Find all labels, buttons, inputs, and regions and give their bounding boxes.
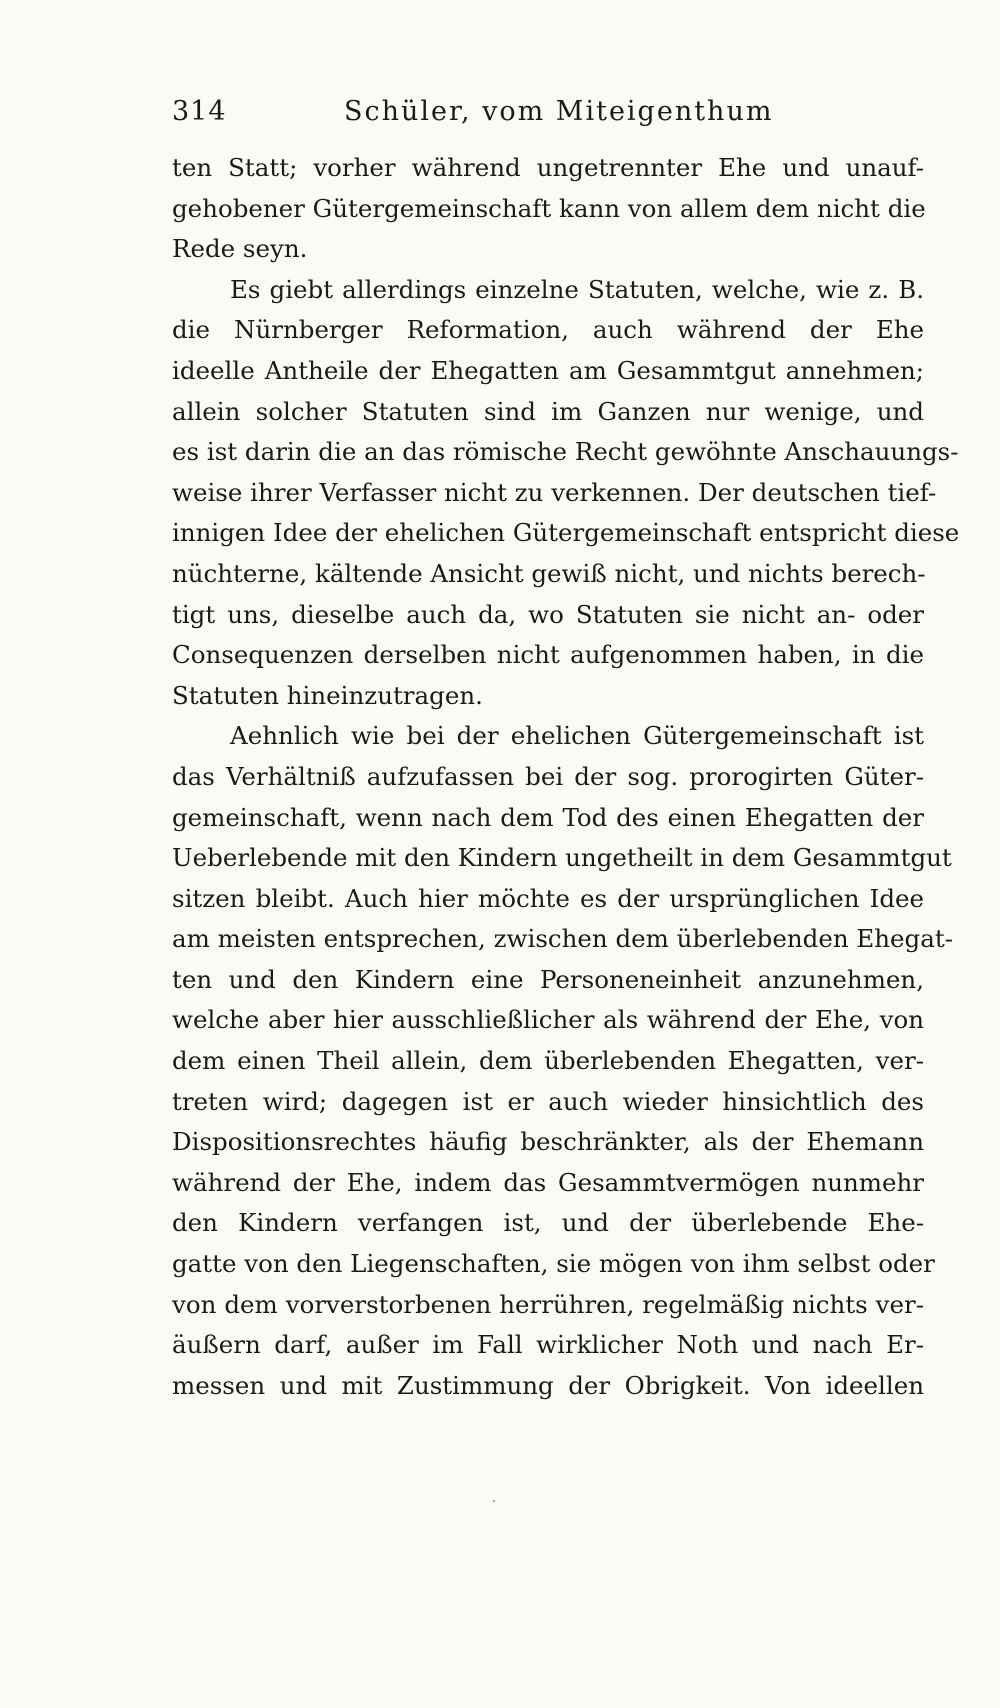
body-text bbox=[172, 148, 960, 1406]
text-line: am meisten entsprechen, zwischen dem überlebenden Ehegat- bbox=[172, 924, 953, 954]
text-line: sitzen bleibt. Auch hier möchte es der ursprünglichen Idee bbox=[172, 883, 924, 913]
text-line: Ueberlebende mit den Kindern ungetheilt in dem Gesammtgut bbox=[172, 843, 952, 873]
text-line: weise ihrer Verfasser nicht zu verkennen. Der deutschen tief- bbox=[172, 477, 937, 507]
text-line: es ist darin die an das römische Recht gewöhnte Anschauungs- bbox=[172, 437, 959, 467]
text-line: Statuten hineinzutragen. bbox=[172, 680, 483, 710]
text-line: Dispositionsrechtes häufig beschränkter, als der Ehemann bbox=[172, 1127, 924, 1157]
text-line: Aehnlich wie bei der ehelichen Gütergemeinschaft ist bbox=[230, 721, 924, 751]
text-line: ten und den Kindern eine Personeneinheit anzunehmen, bbox=[172, 964, 924, 994]
text-line: innigen Idee der ehelichen Gütergemeinschaft entspricht diese bbox=[172, 518, 960, 548]
text-line: treten wird; dagegen ist er auch wieder hinsichtlich des bbox=[172, 1086, 924, 1116]
text-line: während der Ehe, indem das Gesammtvermögen nunmehr bbox=[172, 1167, 924, 1197]
paragraph-1 bbox=[172, 148, 924, 270]
page-number: 314 bbox=[172, 96, 227, 127]
text-line: dem einen Theil allein, dem überlebenden Ehegatten, ver- bbox=[172, 1046, 924, 1076]
text-line: äußern darf, außer im Fall wirklicher Noth und nach Er- bbox=[172, 1330, 924, 1360]
page-header bbox=[172, 96, 924, 136]
text-line: ideelle Antheile der Ehegatten am Gesammtgut annehmen; bbox=[172, 355, 924, 385]
text-line: allein solcher Statuten sind im Ganzen nur wenige, und bbox=[172, 396, 924, 426]
text-line: Consequenzen derselben nicht aufgenommen haben, in die bbox=[172, 640, 924, 670]
running-head: Schüler, vom Miteigenthum bbox=[344, 96, 774, 127]
text-line: nüchterne, kältende Ansicht gewiß nicht, und nichts berech- bbox=[172, 558, 926, 588]
text-line: Rede seyn. bbox=[172, 234, 308, 264]
paragraph-2 bbox=[172, 270, 960, 717]
text-line: das Verhältniß aufzufassen bei der sog. prorogirten Güter- bbox=[172, 761, 924, 791]
text-line: von dem vorverstorbenen herrühren, regelmäßig nichts ver- bbox=[172, 1289, 924, 1319]
text-line: messen und mit Zustimmung der Obrigkeit. Von ideellen bbox=[172, 1370, 924, 1400]
paragraph-3 bbox=[172, 716, 953, 1406]
text-line: gemeinschaft, wenn nach dem Tod des einen Ehegatten der bbox=[172, 802, 924, 832]
text-line: den Kindern verfangen ist, und der überlebende Ehe- bbox=[172, 1208, 924, 1238]
text-line: gehobener Gütergemeinschaft kann von allem dem nicht die bbox=[172, 193, 926, 223]
text-line: welche aber hier ausschließlicher als während der Ehe, von bbox=[172, 1005, 924, 1035]
text-line: gatte von den Liegenschaften, sie mögen von ihm selbst oder bbox=[172, 1249, 935, 1279]
text-line: tigt uns, dieselbe auch da, wo Statuten sie nicht an- oder bbox=[172, 599, 924, 629]
text-line: ten Statt; vorher während ungetrennter Ehe und unauf- bbox=[172, 153, 924, 182]
paper-speck bbox=[493, 1500, 495, 1502]
text-line: Es giebt allerdings einzelne Statuten, welche, wie z. B. bbox=[230, 274, 924, 304]
text-line: die Nürnberger Reformation, auch während der Ehe bbox=[172, 315, 924, 345]
